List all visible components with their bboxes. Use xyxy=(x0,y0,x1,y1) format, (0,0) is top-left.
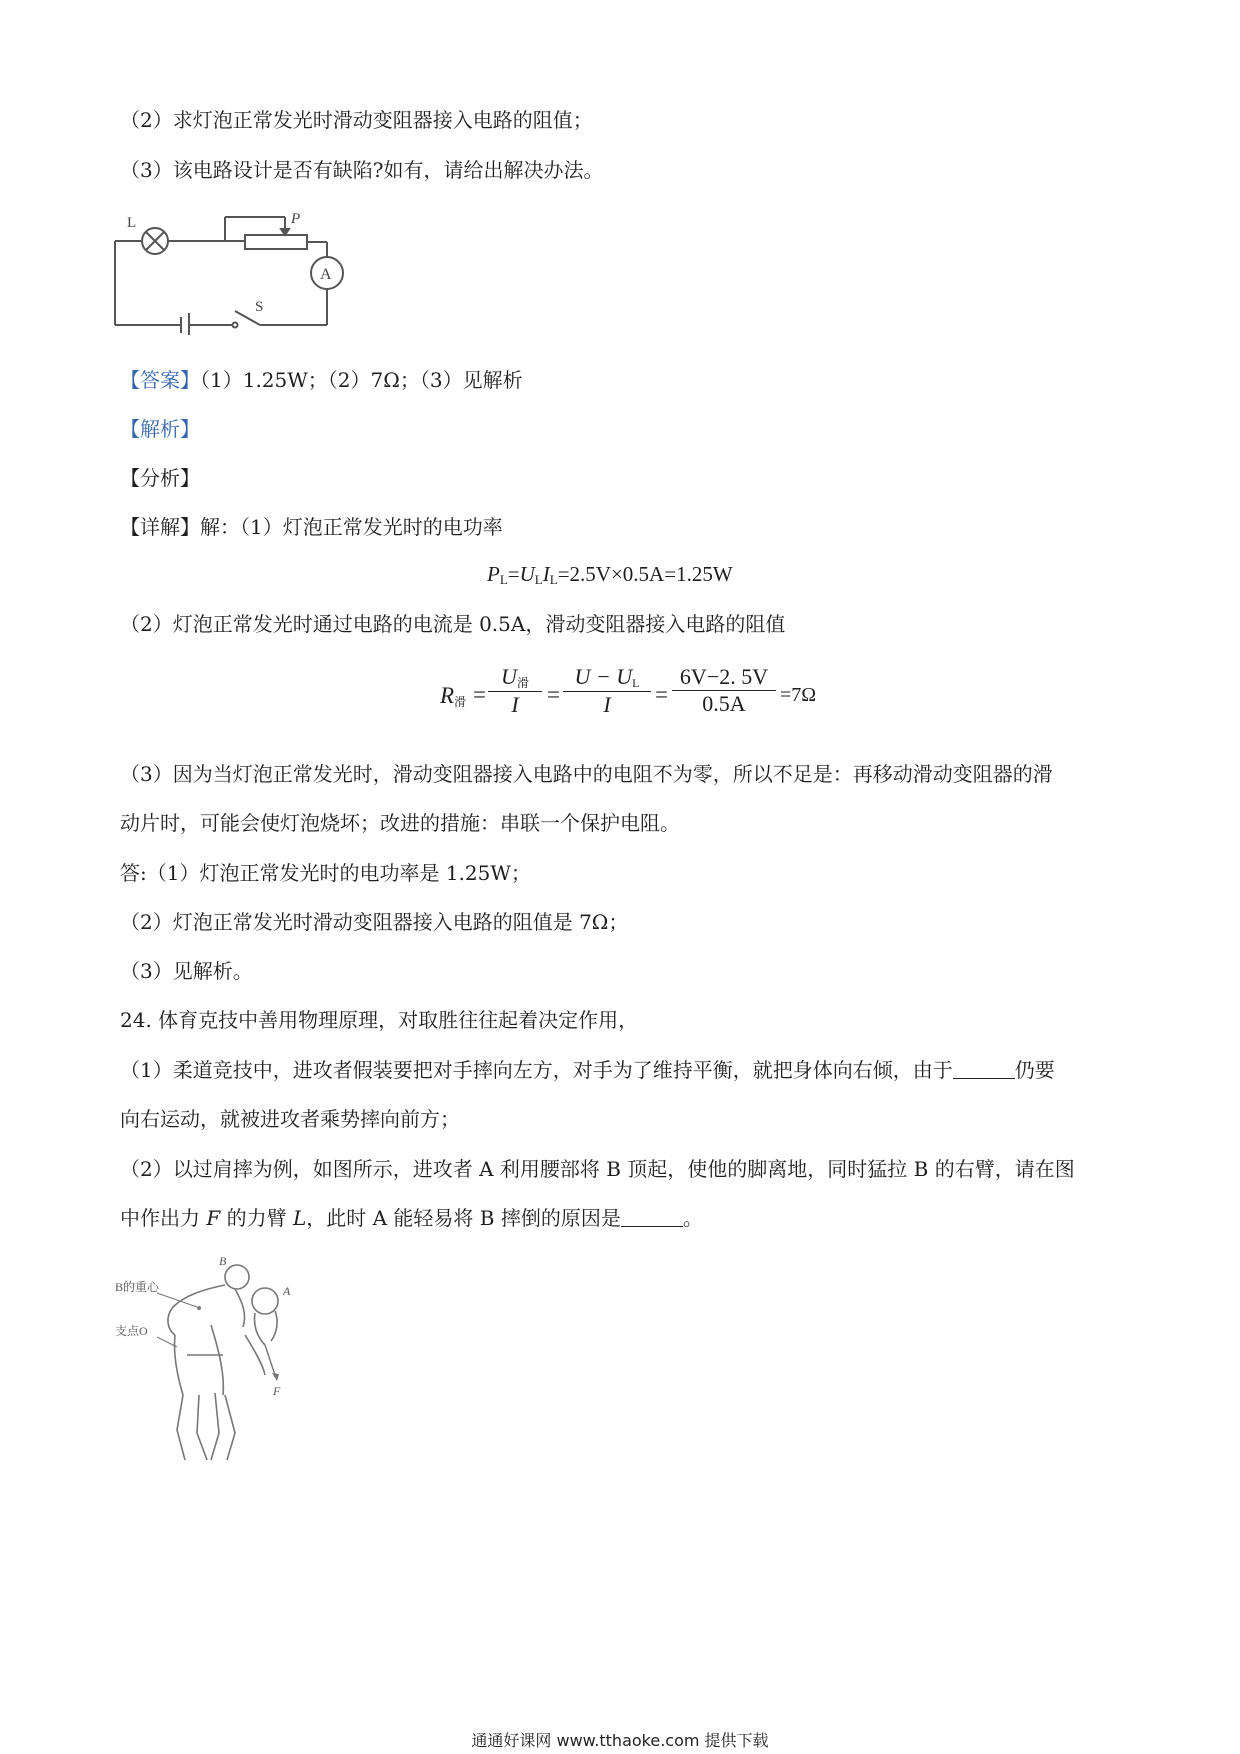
formula-power-sub3: L xyxy=(549,572,558,587)
answer-text: （1）1.25W；（2）7Ω；（3）见解析 xyxy=(200,368,523,392)
answer-line xyxy=(120,368,523,392)
q24-p2-line1: （2）以过肩摔为例，如图所示，进攻者 A 利用腰部将 B 顶起，使他的脚离地，同时猛拉 B 的右臂，请在图 xyxy=(120,1157,1075,1181)
formula-power-I: I xyxy=(542,562,550,586)
detail3-line1: （3）因为当灯泡正常发光时，滑动变阻器接入电路中的电阻不为零，所以不足是：再移动滑动变阻器的滑 xyxy=(120,762,1053,786)
q23-part2: （2）求灯泡正常发光时滑动变阻器接入电路的阻值； xyxy=(120,108,593,132)
fenxi-tag: 【分析】 xyxy=(120,466,200,490)
f2-frac1 xyxy=(488,664,542,718)
q24-p2-a: 中作出力 xyxy=(120,1206,207,1230)
f2-eq1: = xyxy=(473,682,486,707)
q24-p2-F: F xyxy=(206,1206,221,1230)
q23-part3: （3）该电路设计是否有缺陷?如有，请给出解决办法。 xyxy=(120,158,604,182)
fulcrum-label: 支点O xyxy=(115,1324,148,1338)
q24-p2-c: ，此时 A 能轻易将 B 摔倒的原因是 xyxy=(306,1206,621,1230)
b-label: B xyxy=(219,1255,227,1268)
q24-p1-tail: 仍要 xyxy=(1014,1058,1055,1082)
b-center-label: B的重心 xyxy=(115,1280,160,1294)
f2-frac3 xyxy=(672,664,776,717)
footer: 通通好课网 www.tthaoke.com 提供下载 xyxy=(471,1731,769,1750)
f2-eq3: = xyxy=(655,682,668,707)
answer-blank-2[interactable] xyxy=(621,1208,683,1227)
f2-frac2-den: I xyxy=(603,692,611,717)
f2-frac3-num: 6V−2. 5V xyxy=(672,664,776,691)
f2-result: =7Ω xyxy=(780,684,817,706)
f2-frac2-num-sub: L xyxy=(632,676,640,690)
q24-p1-line2: 向右运动，就被进攻者乘势摔向前方； xyxy=(120,1107,460,1131)
f2-frac3-den: 0.5A xyxy=(702,691,746,716)
f2-R-sub: 滑 xyxy=(454,695,467,709)
formula-power-sub1: L xyxy=(499,572,508,587)
q24-p2-b: 的力臂 xyxy=(220,1206,293,1230)
answer-tag: 【答案】 xyxy=(120,368,200,392)
switch-label: S xyxy=(255,299,264,315)
f2-frac1-num-sub: 滑 xyxy=(516,676,529,690)
f-label: F xyxy=(273,1384,281,1398)
detail-line xyxy=(120,515,503,539)
detail-text: 解：（1）灯泡正常发光时的电功率 xyxy=(200,515,503,539)
lamp-label: L xyxy=(127,215,137,231)
f2-frac2 xyxy=(563,664,651,718)
formula-power-rest: =2.5V×0.5A=1.25W xyxy=(557,562,733,586)
formula-power-U: U xyxy=(519,562,535,586)
q24-p1-text: （1）柔道竞技中，进攻者假装要把对手摔向左方，对手为了维持平衡，就把身体向右倾，由于 xyxy=(120,1058,953,1082)
formula-power-P: P xyxy=(487,562,500,586)
a-label: A xyxy=(283,1284,291,1298)
judo-figure xyxy=(115,1255,315,1460)
formula-power-sub2: L xyxy=(534,572,543,587)
f2-eq2: = xyxy=(547,682,560,707)
slider-label: P xyxy=(291,211,301,227)
analysis-tag: 【解析】 xyxy=(120,417,200,441)
q24-p2-line2 xyxy=(120,1206,703,1230)
detail-tag: 【详解】 xyxy=(120,515,200,539)
detail3-line2: 动片时，可能会使灯泡烧坏；改进的措施：串联一个保护电阻。 xyxy=(120,811,680,835)
f2-frac1-den: I xyxy=(511,692,519,717)
answer-blank-1[interactable] xyxy=(953,1060,1015,1079)
detail2: （2）灯泡正常发光时通过电路的电流是 0.5A，滑动变阻器接入电路的阻值 xyxy=(120,612,786,636)
f2-frac2-num: U − U xyxy=(574,664,633,689)
ans2: （2）灯泡正常发光时滑动变阻器接入电路的阻值是 7Ω； xyxy=(120,910,629,934)
q24-p2-L: L xyxy=(292,1206,307,1230)
q24-p2-d: 。 xyxy=(682,1206,703,1230)
ammeter-label: A xyxy=(320,266,332,283)
ans3: （3）见解析。 xyxy=(120,959,253,983)
q24-p1-line1 xyxy=(120,1058,1055,1082)
f2-frac1-num: U xyxy=(501,664,517,689)
ans1: 答:（1）灯泡正常发光时的电功率是 1.25W； xyxy=(120,861,531,885)
q24-stem: 24. 体育克技中善用物理原理，对取胜往往起着决定作用， xyxy=(120,1008,639,1032)
f2-R: R xyxy=(440,683,455,708)
formula-power: $P_L=U_LI_L=2.5V\times 0.5A=1.25W$ xyxy=(487,562,733,587)
circuit-diagram xyxy=(105,205,365,335)
